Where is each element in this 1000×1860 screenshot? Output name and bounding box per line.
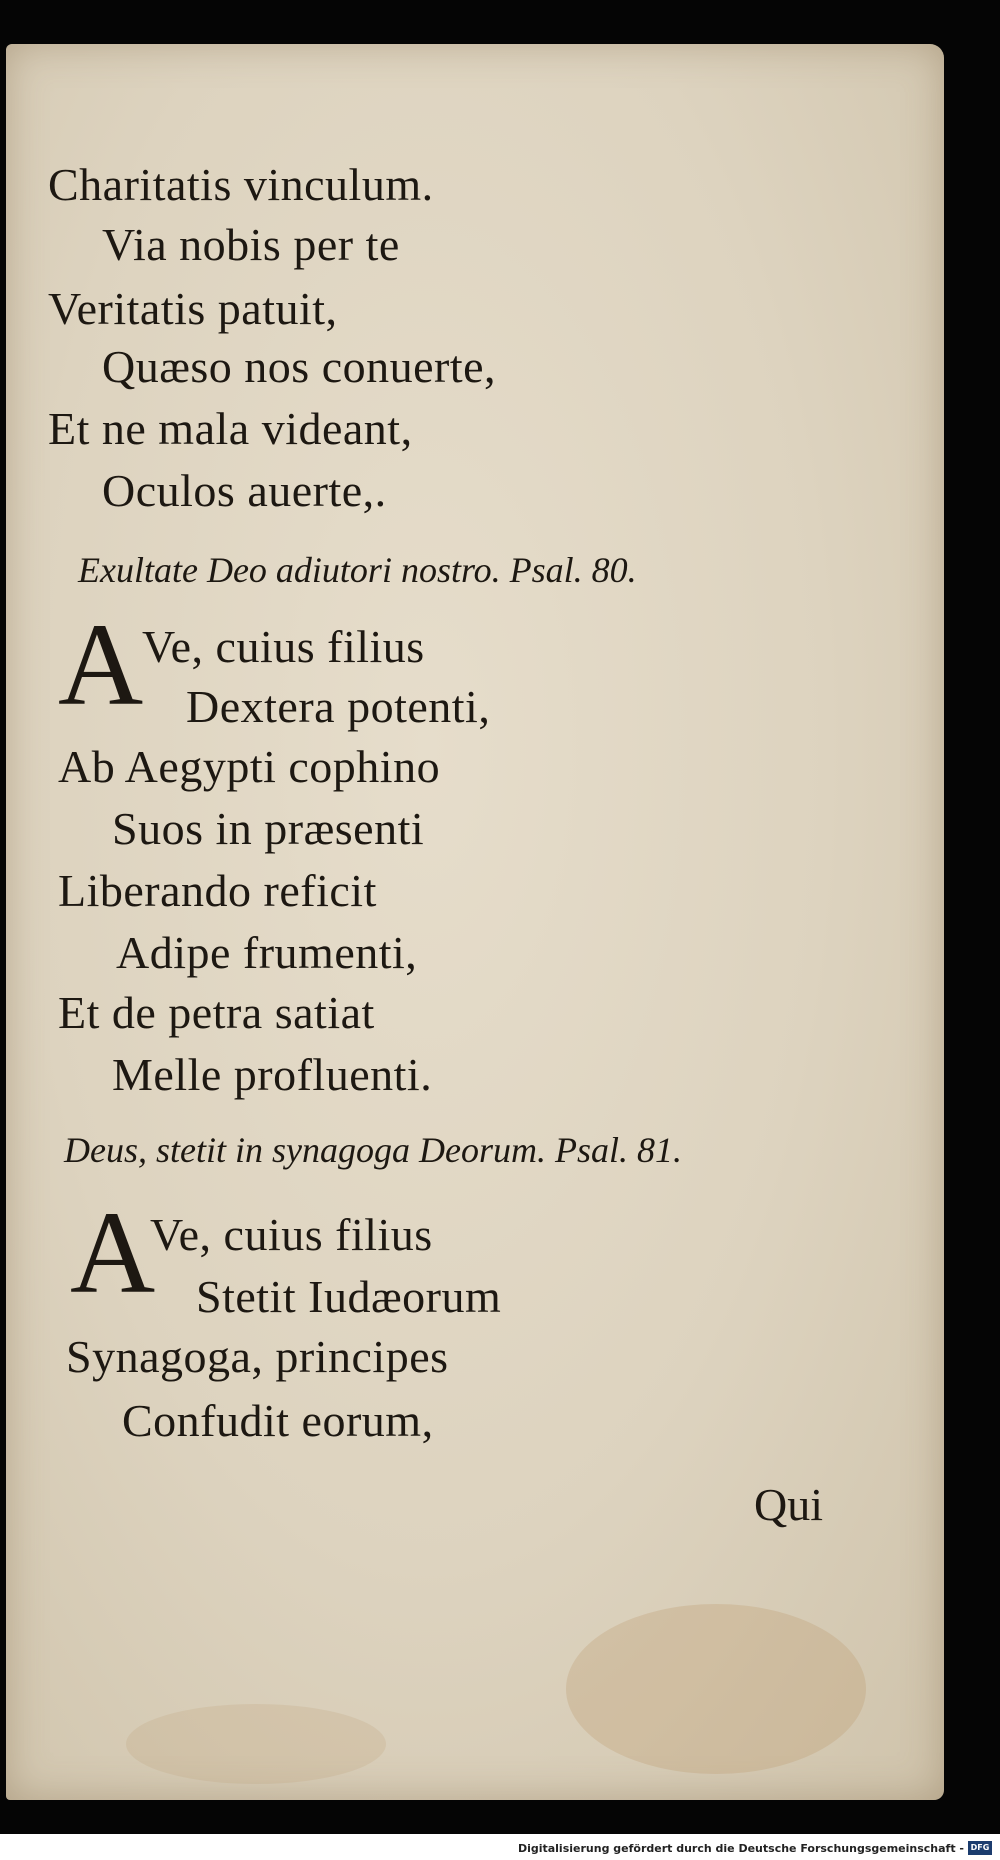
verse-line: Melle profluenti. bbox=[112, 1049, 433, 1100]
drop-cap-initial: A bbox=[70, 1187, 156, 1318]
verse-line: Stetit Iudæorum bbox=[196, 1271, 502, 1322]
verse-line: Et ne mala videant, bbox=[48, 403, 413, 454]
verse-line: Veritatis patuit, bbox=[48, 283, 338, 334]
drop-cap-initial: A bbox=[58, 599, 144, 730]
verse-line: Oculos auerte,. bbox=[102, 465, 387, 516]
verse-line: Suos in præsenti bbox=[112, 803, 425, 854]
verse-line: Synagoga, principes bbox=[66, 1331, 449, 1382]
verse-line: Ve, cuius filius bbox=[142, 621, 425, 672]
psalm-rubric: Exultate Deo adiutori nostro. Psal. 80. bbox=[78, 550, 637, 590]
verse-line: Ab Aegypti cophino bbox=[58, 741, 441, 792]
verse-line: Ve, cuius filius bbox=[150, 1209, 433, 1260]
psalm-rubric: Deus, stetit in synagoga Deorum. Psal. 81. bbox=[64, 1130, 682, 1170]
verse-line: Via nobis per te bbox=[102, 219, 400, 270]
verse-line: Et de petra satiat bbox=[58, 987, 375, 1038]
catchword: Qui bbox=[754, 1479, 823, 1530]
verse-line: Charitatis vinculum. bbox=[48, 159, 434, 210]
verse-line: Liberando reficit bbox=[58, 865, 377, 916]
dfg-logo-icon: DFG bbox=[968, 1841, 992, 1855]
verse-line: Dextera potenti, bbox=[186, 681, 491, 732]
book-page bbox=[6, 44, 944, 1800]
verse-line: Confudit eorum, bbox=[122, 1395, 434, 1446]
funding-credit: Digitalisierung gefördert durch die Deutsche Forschungsgemeinschaft - bbox=[517, 1842, 964, 1855]
verse-line: Quæso nos conuerte, bbox=[102, 341, 497, 392]
digitization-footer bbox=[0, 1834, 1000, 1860]
verse-line: Adipe frumenti, bbox=[116, 927, 418, 978]
page-text bbox=[6, 44, 944, 1800]
